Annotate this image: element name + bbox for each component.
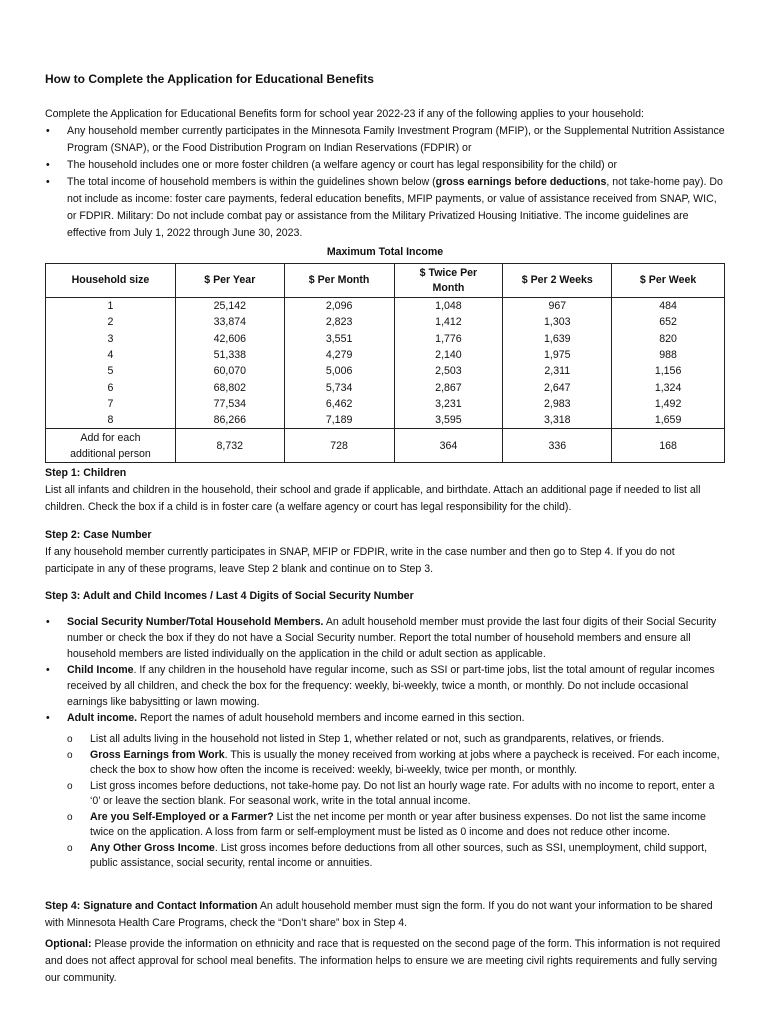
table-cell: 728	[284, 429, 394, 463]
table-cell: 4,279	[284, 347, 394, 363]
table-row	[46, 347, 725, 363]
step1-section	[45, 465, 725, 516]
subitem-text: . This is usually the money received from working at jobs where a paycheck is received. For each income, check the box to show how often the income is received: weekly, bi-weekly, twice per month, or monthly.	[90, 748, 720, 776]
income-table	[45, 263, 725, 463]
step2-section	[45, 527, 725, 578]
table-cell: 1,324	[612, 379, 725, 395]
page-title: How to Complete the Application for Educational Benefits	[45, 72, 374, 86]
intro-bullet3-pre: The total income of household members is within the guidelines shown below (	[67, 176, 436, 188]
adult-income-subitem	[45, 748, 725, 779]
step3-section	[45, 588, 725, 605]
adult-income-subitem	[45, 732, 725, 748]
subitem-bold: Are you Self-Employed or a Farmer?	[90, 810, 274, 823]
adult-income-subitem	[45, 810, 725, 841]
step3-bullet-bold: Adult income.	[67, 712, 138, 724]
table-cell: 1	[46, 298, 176, 315]
table-row-additional	[46, 429, 725, 463]
table-cell: 8	[46, 412, 176, 429]
step3-bullet-text: Report the names of adult household members and income earned in this section.	[137, 712, 525, 724]
col-header: Household size	[46, 264, 176, 298]
table-cell: 484	[612, 298, 725, 315]
step3-bullet-text: . If any children in the household have regular income, such as SSI or part-time jobs, list the total amount of regular incomes received by all children, and check the box for the frequency: weekly, bi-weekly, twice a month, or monthly. Do not include occasional earnings like babysitting or lawn mowing.	[67, 664, 715, 708]
table-cell: 1,412	[394, 314, 503, 330]
table-cell: Add for each additional person	[46, 429, 176, 463]
intro-bullet	[45, 174, 725, 242]
table-row	[46, 412, 725, 429]
table-cell: 7,189	[284, 412, 394, 429]
table-cell: 5,734	[284, 379, 394, 395]
table-row	[46, 379, 725, 395]
adult-income-subitem	[45, 841, 725, 872]
table-header-row	[46, 264, 725, 298]
table-cell: 364	[394, 429, 503, 463]
step4-heading: Step 4: Signature and Contact Information	[45, 900, 258, 912]
intro-section	[45, 106, 725, 242]
col-header: $ Per Month	[284, 264, 394, 298]
table-cell: 2,503	[394, 363, 503, 379]
table-row	[46, 396, 725, 412]
table-cell: 4	[46, 347, 176, 363]
table-cell: 3,595	[394, 412, 503, 429]
table-cell: 1,776	[394, 331, 503, 347]
intro-bullet3-post: , not take-home pay). Do not include as income: foster care payments, federal education benefits, MFIP payments, or value of assistance received from SNAP, WIC, or FDPIR. Military: Do not include combat pay or assistance from the Military Privatized Housing Initiative. The income guidelines are effective from July 1, 2022 through June 30, 2023.	[67, 176, 723, 239]
table-cell: 1,156	[612, 363, 725, 379]
table-cell: 336	[503, 429, 612, 463]
optional-text: Please provide the information on ethnicity and race that is requested on the second page of the form. This information is not required and does not affect approval for school meal benefits. The information helps to ensure we are meeting civil rights requirements and fully serving our community.	[45, 938, 721, 984]
table-cell: 68,802	[175, 379, 284, 395]
table-row	[46, 298, 725, 315]
table-cell: 3,551	[284, 331, 394, 347]
step3-bullet-bold: Child Income	[67, 664, 134, 676]
subitem-text: . List gross incomes before deductions from all other sources, such as SSI, unemployment, child support, public assistance, social security, rental income or annuities.	[90, 841, 708, 869]
step3-sublist	[45, 732, 725, 872]
subitem-text: List gross incomes before deductions, not take-home pay. Do not list an hourly wage rate. For adults with no income to report, enter a ‘0’ or leave the section blank. For seasonal work, write in the total annual income.	[90, 779, 715, 807]
step4-text: An adult household member must sign the form. If you do not want your information to be shared with Minnesota Health Care Programs, check the “Don’t share” box in Step 4.	[45, 900, 713, 929]
table-cell: 77,534	[175, 396, 284, 412]
table-cell: 5	[46, 363, 176, 379]
table-row	[46, 331, 725, 347]
table-cell: 3,318	[503, 412, 612, 429]
col-header: $ Per Week	[612, 264, 725, 298]
table-cell: 2,823	[284, 314, 394, 330]
table-cell: 3	[46, 331, 176, 347]
table-cell: 60,070	[175, 363, 284, 379]
step3-bullet	[45, 614, 725, 662]
step2-heading: Step 2: Case Number	[45, 529, 152, 541]
step3-bullet	[45, 662, 725, 710]
table-cell: 1,975	[503, 347, 612, 363]
intro-bullet-list	[45, 123, 725, 242]
table-cell: 168	[612, 429, 725, 463]
intro-lead: Complete the Application for Educational Benefits form for school year 2022-23 if any of the following applies to your household:	[45, 108, 644, 120]
subitem-bold: Any Other Gross Income	[90, 841, 215, 854]
subitem-text: List the net income per month or year after business expenses. Do not list the same income twice on the application. A loss from farm or self-employment must be listed as 0 income and does not reduce other income.	[90, 810, 706, 838]
table-cell: 2,647	[503, 379, 612, 395]
intro-bullet3-bold: gross earnings before deductions	[435, 176, 607, 188]
table-cell: 6	[46, 379, 176, 395]
intro-bullet: • The household includes one or more foster children (a welfare agency or court has legal responsibility for the child) or	[45, 157, 725, 174]
adult-income-sublist	[45, 732, 725, 872]
table-cell: 1,659	[612, 412, 725, 429]
table-cell: 1,048	[394, 298, 503, 315]
table-cell: 7	[46, 396, 176, 412]
step3-list	[45, 614, 725, 726]
table-cell: 3,231	[394, 396, 503, 412]
table-cell: 25,142	[175, 298, 284, 315]
table-cell: 2,140	[394, 347, 503, 363]
step4-section	[45, 898, 725, 932]
step1-text: List all infants and children in the household, their school and grade if applicable, and birthdate. Attach an additional page if needed to list all children. Check the box if a child is in foster care (a welfare agency or court has legal responsibility for the child).	[45, 484, 701, 513]
intro-bullet: • Any household member currently participates in the Minnesota Family Investment Program (MFIP), or the Supplemental Nutrition Assistance Program (SNAP), or the Food Distribution Program on Indian Reservations (FDPIR) or	[45, 123, 725, 157]
table-cell: 2,311	[503, 363, 612, 379]
optional-heading: Optional:	[45, 938, 92, 950]
table-cell: 652	[612, 314, 725, 330]
step3-bullet	[45, 710, 725, 726]
table-row	[46, 314, 725, 330]
table-cell: 2,096	[284, 298, 394, 315]
table-cell: 42,606	[175, 331, 284, 347]
step3-bullet-text: An adult household member must provide the last four digits of their Social Security number or check the box if they do not have a Social Security number. Report the total number of household members and ensure all household members are listed individually on the application in the child or adult section as applicable.	[67, 616, 717, 660]
step1-heading: Step 1: Children	[45, 467, 127, 479]
table-cell: 988	[612, 347, 725, 363]
subitem-text: List all adults living in the household not listed in Step 1, whether related or not, such as grandparents, relatives, or friends.	[90, 733, 665, 745]
table-cell: 8,732	[175, 429, 284, 463]
col-header: $ Twice Per Month	[394, 264, 503, 298]
step3-heading: Step 3: Adult and Child Incomes / Last 4 Digits of Social Security Number	[45, 590, 414, 602]
table-cell: 33,874	[175, 314, 284, 330]
step3-bullet-bold: Social Security Number/Total Household Members.	[67, 616, 324, 628]
table-cell: 86,266	[175, 412, 284, 429]
optional-section	[45, 936, 725, 987]
table-cell: 1,639	[503, 331, 612, 347]
table-cell: 2	[46, 314, 176, 330]
table-cell: 967	[503, 298, 612, 315]
table-cell: 1,492	[612, 396, 725, 412]
col-header: $ Per Year	[175, 264, 284, 298]
table-cell: 5,006	[284, 363, 394, 379]
table-cell: 2,867	[394, 379, 503, 395]
table-cell: 820	[612, 331, 725, 347]
table-cell: 51,338	[175, 347, 284, 363]
step3-bullet-list	[45, 614, 725, 726]
table-caption: Maximum Total Income	[326, 246, 444, 258]
table-cell: 6,462	[284, 396, 394, 412]
adult-income-subitem	[45, 779, 725, 810]
step2-text: If any household member currently participates in SNAP, MFIP or FDPIR, write in the case number and then go to Step 4. If you do not participate in any of these programs, leave Step 2 blank and continue on to Step 3.	[45, 546, 675, 575]
subitem-bold: Gross Earnings from Work	[90, 748, 225, 761]
table-cell: 2,983	[503, 396, 612, 412]
table-cell: 1,303	[503, 314, 612, 330]
table-row	[46, 363, 725, 379]
col-header: $ Per 2 Weeks	[503, 264, 612, 298]
